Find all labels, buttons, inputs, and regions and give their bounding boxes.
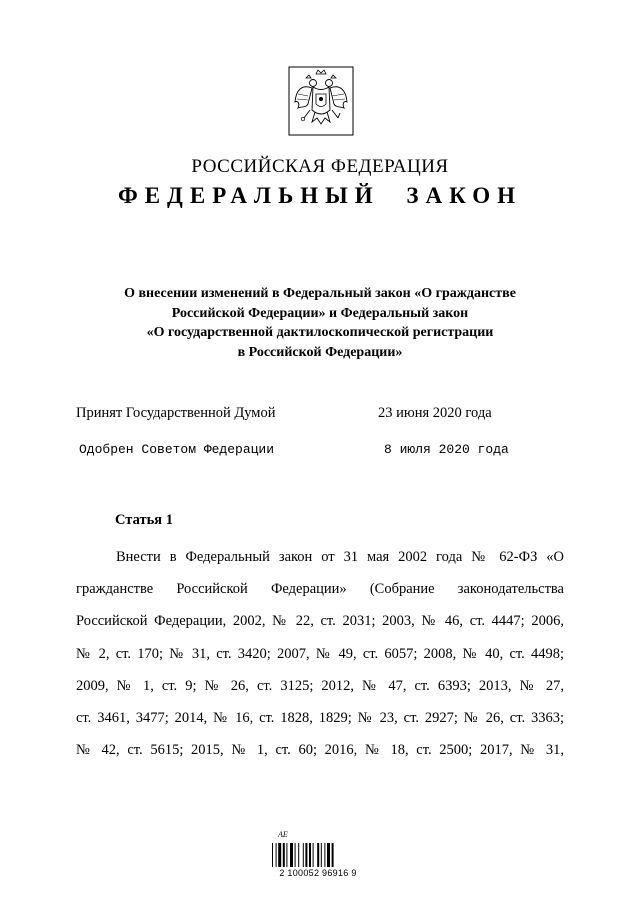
barcode-bar [309,843,311,867]
title-line: О внесении изменений в Федеральный закон «О гражданстве [124,286,516,301]
article-paragraph [76,541,564,766]
barcode-bar [283,843,285,867]
paragraph-line: № 2, ст. 170; № 31, ст. 3420; 2007, № 49, ст. 6057; 2008, № 40, ст. 4498; [76,645,564,662]
barcode-bar [313,843,314,867]
paragraph-line: № 42, ст. 5615; 2015, № 1, ст. 60; 2016, № 18, ст. 2500; 2017, № 31, [76,742,564,759]
barcode-bar [327,843,330,867]
council-approval-label: Одобрен Советом Федерации [79,442,275,457]
barcode-number: 2 100052 96916 9 [279,868,357,878]
barcode-bar [321,843,322,867]
paragraph-line: Российской Федерации, 2002, № 22, ст. 2031; 2003, № 46, ст. 4447; 2006, [76,613,564,630]
barcode-bar [272,843,273,867]
barcode-mark: АЕ [278,830,288,839]
coat-of-arms-emblem [288,66,354,136]
barcode-bar [290,843,293,867]
barcode-bar [295,843,296,867]
law-title [80,284,560,362]
barcode-bar [303,843,304,867]
title-line: Российской Федерации» и Федеральный закон [171,305,469,321]
paragraph-line: Внести в Федеральный закон от 31 мая 2002 года № 62-ФЗ «О [116,549,564,565]
duma-adoption-label: Принят Государственной Думой [76,405,276,421]
barcode-bar [298,843,299,867]
paragraph-line: ст. 3461, 3477; 2014, № 16, ст. 1828, 1829; № 23, ст. 2927; № 26, ст. 3363; [76,709,564,726]
paragraph-line: гражданстве Российской Федерации» (Собрание законодательства [76,581,564,598]
council-approval-date: 8 июля 2020 года [384,442,509,457]
barcode-bar [324,843,325,867]
title-line: «О государственной дактилоскопической регистрации [146,325,494,340]
barcode-bar [332,843,334,867]
barcode-bar [286,843,287,867]
document-type: ФЕДЕРАЛЬНЫЙ ЗАКОН [117,183,523,208]
duma-adoption-date: 23 июня 2020 года [378,405,492,421]
title-line: в Российской Федерации» [237,344,403,360]
barcode-bar [276,843,277,867]
article-heading: Статья 1 [115,512,173,528]
barcode-bar [305,843,307,867]
barcode-bar [278,843,281,867]
barcode-bar [317,843,319,867]
paragraph-line: 2009, № 1, ст. 9; № 26, ст. 3125; 2012, № 47, ст. 6393; 2013, № 27, [76,677,564,694]
barcode [272,843,364,867]
country-name: РОССИЙСКАЯ ФЕДЕРАЦИЯ [191,156,449,177]
